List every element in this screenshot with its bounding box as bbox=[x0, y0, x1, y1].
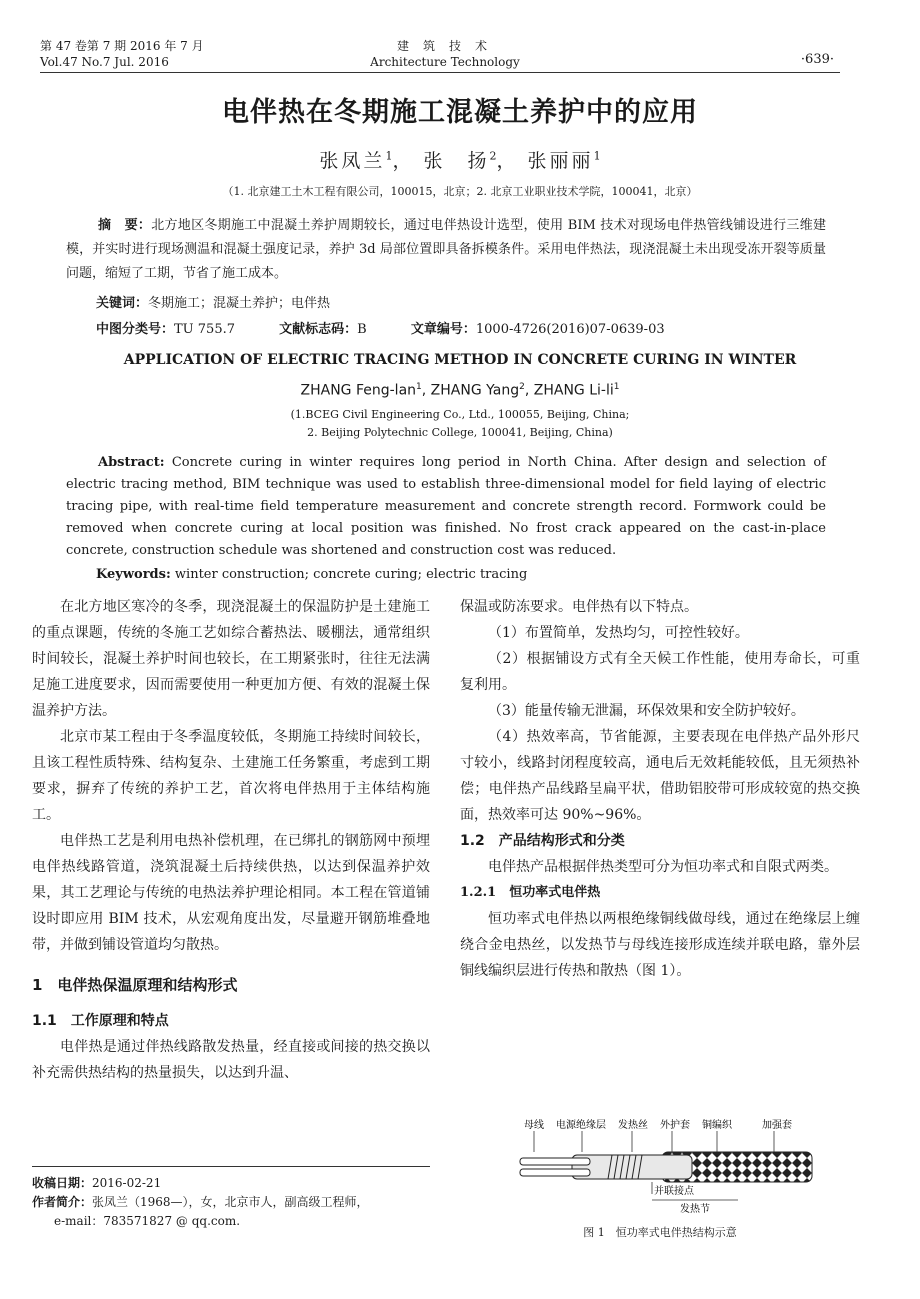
paragraph: 恒功率式电伴热以两根绝缘铜线做母线，通过在绝缘层上缠绕合金电热丝，以发热节与母线连接形成连续并联电路，靠外层铜线编织层进行传热和散热（图 1）。 bbox=[460, 911, 860, 979]
abstract-cn-label: 摘 要： bbox=[98, 218, 152, 233]
abstract-en-label: Abstract: bbox=[98, 455, 165, 470]
author-name-en: ZHANG Feng-lan bbox=[300, 382, 417, 399]
list-item: （2）根据铺设方式有全天候工作性能，使用寿命长，可重复利用。 bbox=[460, 651, 860, 693]
list-item: （3）能量传输无泄漏，环保效果和安全防护较好。 bbox=[488, 703, 805, 719]
figure-label: 发热丝 bbox=[618, 1120, 648, 1131]
author-name: 张凤兰 bbox=[319, 150, 386, 172]
author-sup-en: 2 bbox=[519, 382, 525, 392]
bus-wire-2 bbox=[520, 1169, 590, 1176]
author-name-en: ZHANG Li-li bbox=[533, 382, 614, 399]
insulation-layer bbox=[572, 1155, 692, 1179]
author-name: 张丽丽 bbox=[527, 150, 594, 172]
author-sup: 1 bbox=[593, 149, 601, 163]
journal-name bbox=[370, 38, 520, 70]
paragraph: 电伴热产品根据伴热类型可分为恒功率式和自限式两类。 bbox=[488, 859, 838, 875]
section-heading-1-1: 1.1 工作原理和特点 bbox=[32, 1013, 169, 1029]
issue-cn: 第 47 卷第 7 期 2016 年 7 月 bbox=[40, 39, 204, 53]
keywords-cn bbox=[96, 292, 330, 311]
paper-title-en: APPLICATION OF ELECTRIC TRACING METHOD IN CONCRETE CURING IN WINTER bbox=[123, 352, 797, 368]
affiliation-en bbox=[0, 406, 920, 442]
footnote bbox=[32, 1174, 432, 1231]
received-date: 2016-02-21 bbox=[92, 1176, 162, 1190]
list-item: （4）热效率高，节省能源，主要表现在电伴热产品外形尺寸较小，线路封闭程度较高，通电后无效耗能较低，且无须热补偿；电伴热产品线路呈扁平状，借助铝胶带可形成较宽的热交换面，热效率可达 90%~96%。 bbox=[460, 729, 860, 823]
affiliation-en-line: (1.BCEG Civil Engineering Co., Ltd., 100055, Beijing, China; bbox=[290, 408, 630, 421]
body-left-column bbox=[32, 594, 430, 1086]
abstract-en bbox=[66, 452, 826, 562]
paragraph: 北京市某工程由于冬季温度较低，冬期施工持续时间较长，且该工程性质特殊、结构复杂、土建施工任务繁重，考虑到工期要求，摒弃了传统的养护工艺，首次将电伴热用于主体结构施工。 bbox=[32, 729, 430, 823]
abstract-cn bbox=[66, 214, 826, 286]
paragraph: 电伴热是通过伴热线路散发热量，经直接或间接的热交换以补充需供热结构的热量损失，以达到升温、 bbox=[32, 1039, 430, 1081]
section-heading-1-2-1: 1.2.1 恒功率式电伴热 bbox=[460, 885, 601, 900]
journal-name-cn: 建筑技术 bbox=[396, 39, 501, 53]
author-sup-en: 1 bbox=[416, 382, 422, 392]
journal-name-en: Architecture Technology bbox=[370, 55, 520, 69]
author-email: e-mail：783571827 @ qq.com. bbox=[54, 1214, 241, 1228]
author-bio-label: 作者简介： bbox=[32, 1195, 93, 1209]
author-sup: 1 bbox=[385, 149, 393, 163]
author-name-en: ZHANG Yang bbox=[430, 382, 520, 399]
figure-caption: 图 1 恒功率式电伴热结构示意 bbox=[583, 1226, 737, 1239]
classification-line bbox=[96, 318, 816, 337]
keywords-cn-text: 冬期施工；混凝土养护；电伴热 bbox=[148, 296, 331, 311]
section-heading-1: 1 电伴热保温原理和结构形式 bbox=[32, 976, 238, 994]
figure-label: 母线 bbox=[524, 1120, 544, 1131]
clc-value: TU 755.7 bbox=[174, 322, 235, 337]
keywords-cn-label: 关键词： bbox=[96, 296, 149, 311]
section-heading-1-2: 1.2 产品结构形式和分类 bbox=[460, 833, 625, 849]
author-name: 张 扬 bbox=[423, 150, 490, 172]
body-right-column bbox=[460, 594, 860, 984]
paragraph: 保温或防冻要求。电伴热有以下特点。 bbox=[460, 599, 698, 615]
affiliation-cn: （1. 北京建工土木工程有限公司，100015，北京；2. 北京工业职业技术学院，100041，北京） bbox=[222, 185, 698, 198]
doc-code-value: B bbox=[357, 322, 367, 337]
article-no-label: 文章编号： bbox=[410, 322, 476, 337]
affiliation-en-line: 2. Beijing Polytechnic College, 100041, Beijing, China) bbox=[307, 426, 613, 439]
author-sup: 2 bbox=[489, 149, 497, 163]
received-label: 收稿日期： bbox=[32, 1176, 93, 1190]
footnote-rule bbox=[32, 1166, 430, 1167]
figure-label: 外护套 bbox=[660, 1120, 690, 1131]
figure-label: 并联接点 bbox=[654, 1186, 694, 1197]
bus-wire-1 bbox=[520, 1158, 590, 1165]
keywords-en-label: Keywords: bbox=[96, 567, 171, 582]
list-item: （1）布置简单，发热均匀，可控性较好。 bbox=[488, 625, 749, 641]
issue-en: Vol.47 No.7 Jul. 2016 bbox=[40, 55, 169, 69]
authors-cn: 张凤兰$^1$， 张 扬$^2$， 张丽丽$^1$ bbox=[319, 149, 601, 172]
author-bio: 张凤兰（1968—），女，北京市人，副高级工程师， bbox=[92, 1195, 369, 1209]
figure-label: 电源绝缘层 bbox=[556, 1120, 606, 1131]
paragraph: 在北方地区寒冷的冬季，现浇混凝土的保温防护是土建施工的重点课题，传统的冬施工艺如综合蓄热法、暖棚法，通常组织时间较长，混凝土养护时间也较长，在工期紧张时，往往无法满足施工进度要求，因而需要使用一种更加方便、有效的混凝土保温养护方法。 bbox=[32, 599, 430, 719]
figure-label: 发热节 bbox=[680, 1204, 710, 1215]
header-rule bbox=[40, 72, 840, 73]
journal-issue bbox=[40, 38, 204, 70]
abstract-cn-text: 北方地区冬期施工中混凝土养护周期较长，通过电伴热设计选型，使用 BIM 技术对现场电伴热管线铺设进行三维建模，并实时进行现场测温和混凝土强度记录，养护 3d 局部位置即具备拆模条件。采用电伴热法，现浇混凝土未出现受冻开裂等质量问题，缩短了工期，节省了施工成本。 bbox=[66, 218, 826, 281]
author-sup-en: 1 bbox=[613, 382, 620, 392]
paper-title: 电伴热在冬期施工混凝土养护中的应用 bbox=[222, 97, 698, 128]
page-number: ·639· bbox=[800, 52, 834, 67]
paragraph: 电伴热工艺是利用电热补偿机理，在已绑扎的钢筋网中预埋电伴热线路管道，浇筑混凝土后持续供热，以达到保温养护效果，其工艺理论与传统的电热法养护理论相同。本工程在管道铺设时即应用 BIM 技术，从宏观角度出发，尽量避开钢筋堆叠地带，并做到铺设管道均匀散热。 bbox=[32, 833, 430, 953]
figure-label: 铜编织 bbox=[702, 1120, 732, 1131]
doc-code-label: 文献标志码： bbox=[279, 322, 358, 337]
clc-label: 中图分类号： bbox=[96, 322, 175, 337]
keywords-en bbox=[96, 567, 527, 582]
article-no-value: 1000-4726(2016)07-0639-03 bbox=[475, 322, 665, 337]
keywords-en-text: winter construction; concrete curing; electric tracing bbox=[174, 567, 528, 582]
figure-label: 加强套 bbox=[762, 1120, 792, 1131]
abstract-en-text: Concrete curing in winter requires long period in North China. After design and selection of electric tracing method, BIM technique was used to establish three-dimensional model for field laying of electric tracing pipe, with real-time field temperature measurement and concrete strength record. Formwork could be removed when concrete curing at local position was finished. No frost crack appeared on the cast-in-place concrete, construction schedule was shortened and construction cost was reduced. bbox=[66, 455, 826, 558]
cable-structure-figure bbox=[512, 1118, 822, 1218]
authors-en: ZHANG Feng-lan$^1$, ZHANG Yang$^2$, ZHANG $Li-li^1$ bbox=[300, 382, 620, 399]
